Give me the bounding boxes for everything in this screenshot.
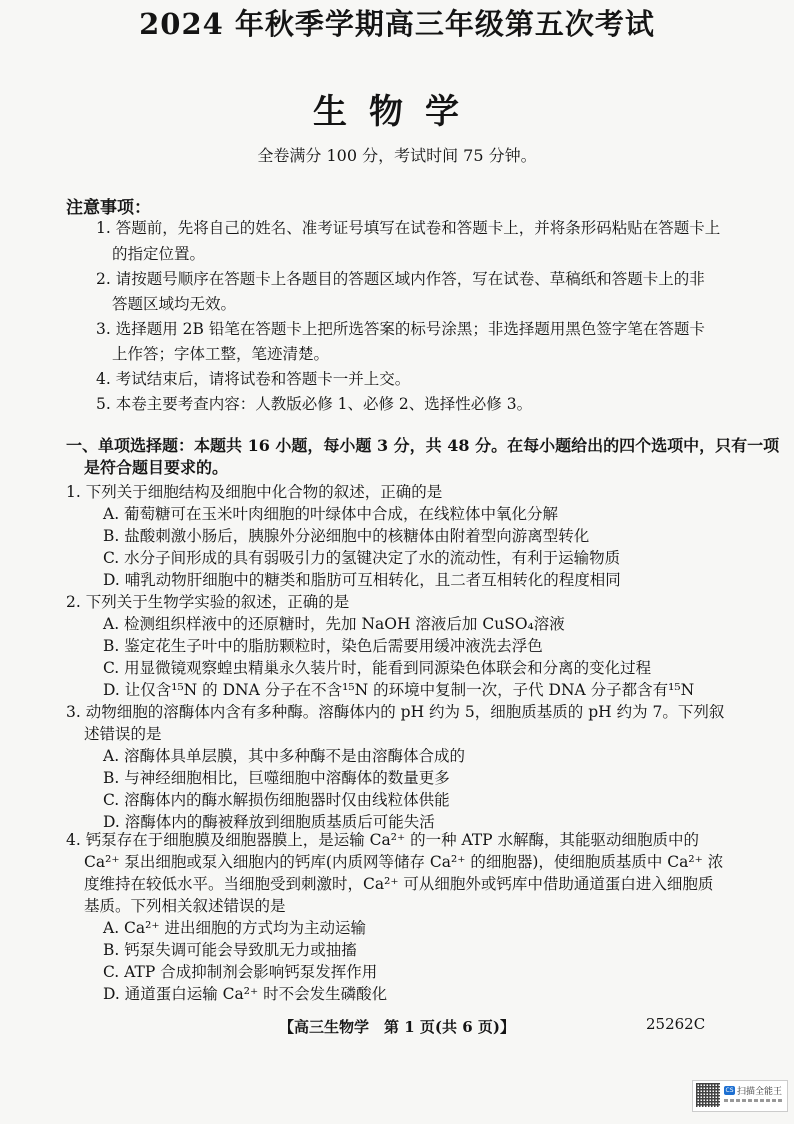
note-item: 2. 请按题号顺序在答题卡上各题目的答题区域内作答，写在试卷、草稿纸和答题卡上的非 [96, 270, 705, 288]
note-item: 1. 答题前，先将自己的姓名、准考证号填写在试卷和答题卡上，并将条形码粘贴在答题卡上 [96, 219, 721, 237]
question-stem: 4. 钙泵存在于细胞膜及细胞器膜上，是运输 Ca²⁺ 的一种 ATP 水解酶，其能驱动细胞质中的 [66, 831, 700, 849]
note-item: 答题区域均无效。 [112, 295, 237, 313]
note-item: 上作答；字体工整，笔迹清楚。 [112, 345, 330, 363]
scanner-watermark [692, 1080, 788, 1112]
question-stem-cont: 述错误的是 [84, 725, 162, 743]
question-option: A. 溶酶体具单层膜，其中多种酶不是由溶酶体合成的 [103, 747, 466, 765]
note-item: 的指定位置。 [112, 245, 206, 263]
question-option: D. 哺乳动物肝细胞中的糖类和脂肪可互相转化，且二者互相转化的程度相同 [103, 571, 621, 589]
paper-code: 25262C [646, 1015, 706, 1033]
watermark-label: 扫描全能王 [737, 1087, 783, 1097]
question-option: B. 盐酸刺激小肠后，胰腺外分泌细胞中的核糖体由附着型向游离型转化 [103, 527, 590, 545]
question-option: A. 葡萄糖可在玉米叶肉细胞的叶绿体中合成，在线粒体中氧化分解 [103, 505, 559, 523]
exam-title: 2024 年秋季学期高三年级第五次考试 [139, 7, 655, 41]
question-option: A. 检测组织样液中的还原糖时，先加 NaOH 溶液后加 CuSO₄溶液 [103, 615, 565, 633]
note-item: 4. 考试结束后，请将试卷和答题卡一并上交。 [96, 370, 411, 388]
notes-heading: 注意事项： [66, 198, 151, 218]
question-stem-cont: 基质。下列相关叙述错误的是 [84, 897, 286, 915]
question-stem-cont: Ca²⁺ 泵出细胞或泵入细胞内的钙库(内质网等储存 Ca²⁺ 的细胞器)，使细胞质基质中 Ca²⁺ 浓 [84, 853, 724, 871]
section-heading-cont: 是符合题目要求的。 [84, 458, 229, 477]
question-option: D. 让仅含¹⁵N 的 DNA 分子在不含¹⁵N 的环境中复制一次，子代 DNA 分子都含有¹⁵N [103, 681, 695, 699]
question-option: C. 水分子间形成的具有弱吸引力的氢键决定了水的流动性，有利于运输物质 [103, 549, 621, 567]
question-option: D. 溶酶体内的酶被释放到细胞质基质后可能失活 [103, 813, 435, 831]
qr-code-icon [696, 1083, 720, 1107]
question-option: C. ATP 合成抑制剂会影响钙泵发挥作用 [103, 963, 378, 981]
note-item: 3. 选择题用 2B 铅笔在答题卡上把所选答案的标号涂黑；非选择题用黑色签字笔在答题卡 [96, 320, 705, 338]
question-stem: 1. 下列关于细胞结构及细胞中化合物的叙述，正确的是 [66, 483, 443, 501]
page-footer: 【高三生物学 第 1 页(共 6 页)】 [279, 1018, 515, 1036]
question-stem-cont: 度维持在较低水平。当细胞受到刺激时，Ca²⁺ 可从细胞外或钙库中借助通道蛋白进入细胞质 [84, 875, 714, 893]
question-option: D. 通道蛋白运输 Ca²⁺ 时不会发生磷酸化 [103, 985, 388, 1003]
question-stem: 2. 下列关于生物学实验的叙述，正确的是 [66, 593, 350, 611]
question-option: B. 钙泵失调可能会导致肌无力或抽搐 [103, 941, 357, 959]
subject-title: 生物学 [313, 92, 481, 132]
note-item: 5. 本卷主要考查内容：人教版必修 1、必修 2、选择性必修 3。 [96, 395, 533, 413]
watermark-dots [724, 1099, 782, 1102]
exam-meta: 全卷满分 100 分，考试时间 75 分钟。 [257, 146, 537, 165]
question-option: C. 溶酶体内的酶水解损伤细胞器时仅由线粒体供能 [103, 791, 450, 809]
question-option: B. 鉴定花生子叶中的脂肪颗粒时，染色后需要用缓冲液洗去浮色 [103, 637, 543, 655]
question-option: A. Ca²⁺ 进出细胞的方式均为主动运输 [103, 919, 366, 937]
camscanner-logo-icon: CS [725, 1087, 734, 1094]
question-option: B. 与神经细胞相比，巨噬细胞中溶酶体的数量更多 [103, 769, 450, 787]
question-stem: 3. 动物细胞的溶酶体内含有多种酶。溶酶体内的 pH 约为 5，细胞质基质的 pH 约为 7。下列叙 [66, 703, 725, 721]
question-option: C. 用显微镜观察蝗虫精巢永久装片时，能看到同源染色体联会和分离的变化过程 [103, 659, 652, 677]
section-heading: 一、单项选择题：本题共 16 小题，每小题 3 分，共 48 分。在每小题给出的四个选项中，只有一项 [66, 436, 780, 455]
